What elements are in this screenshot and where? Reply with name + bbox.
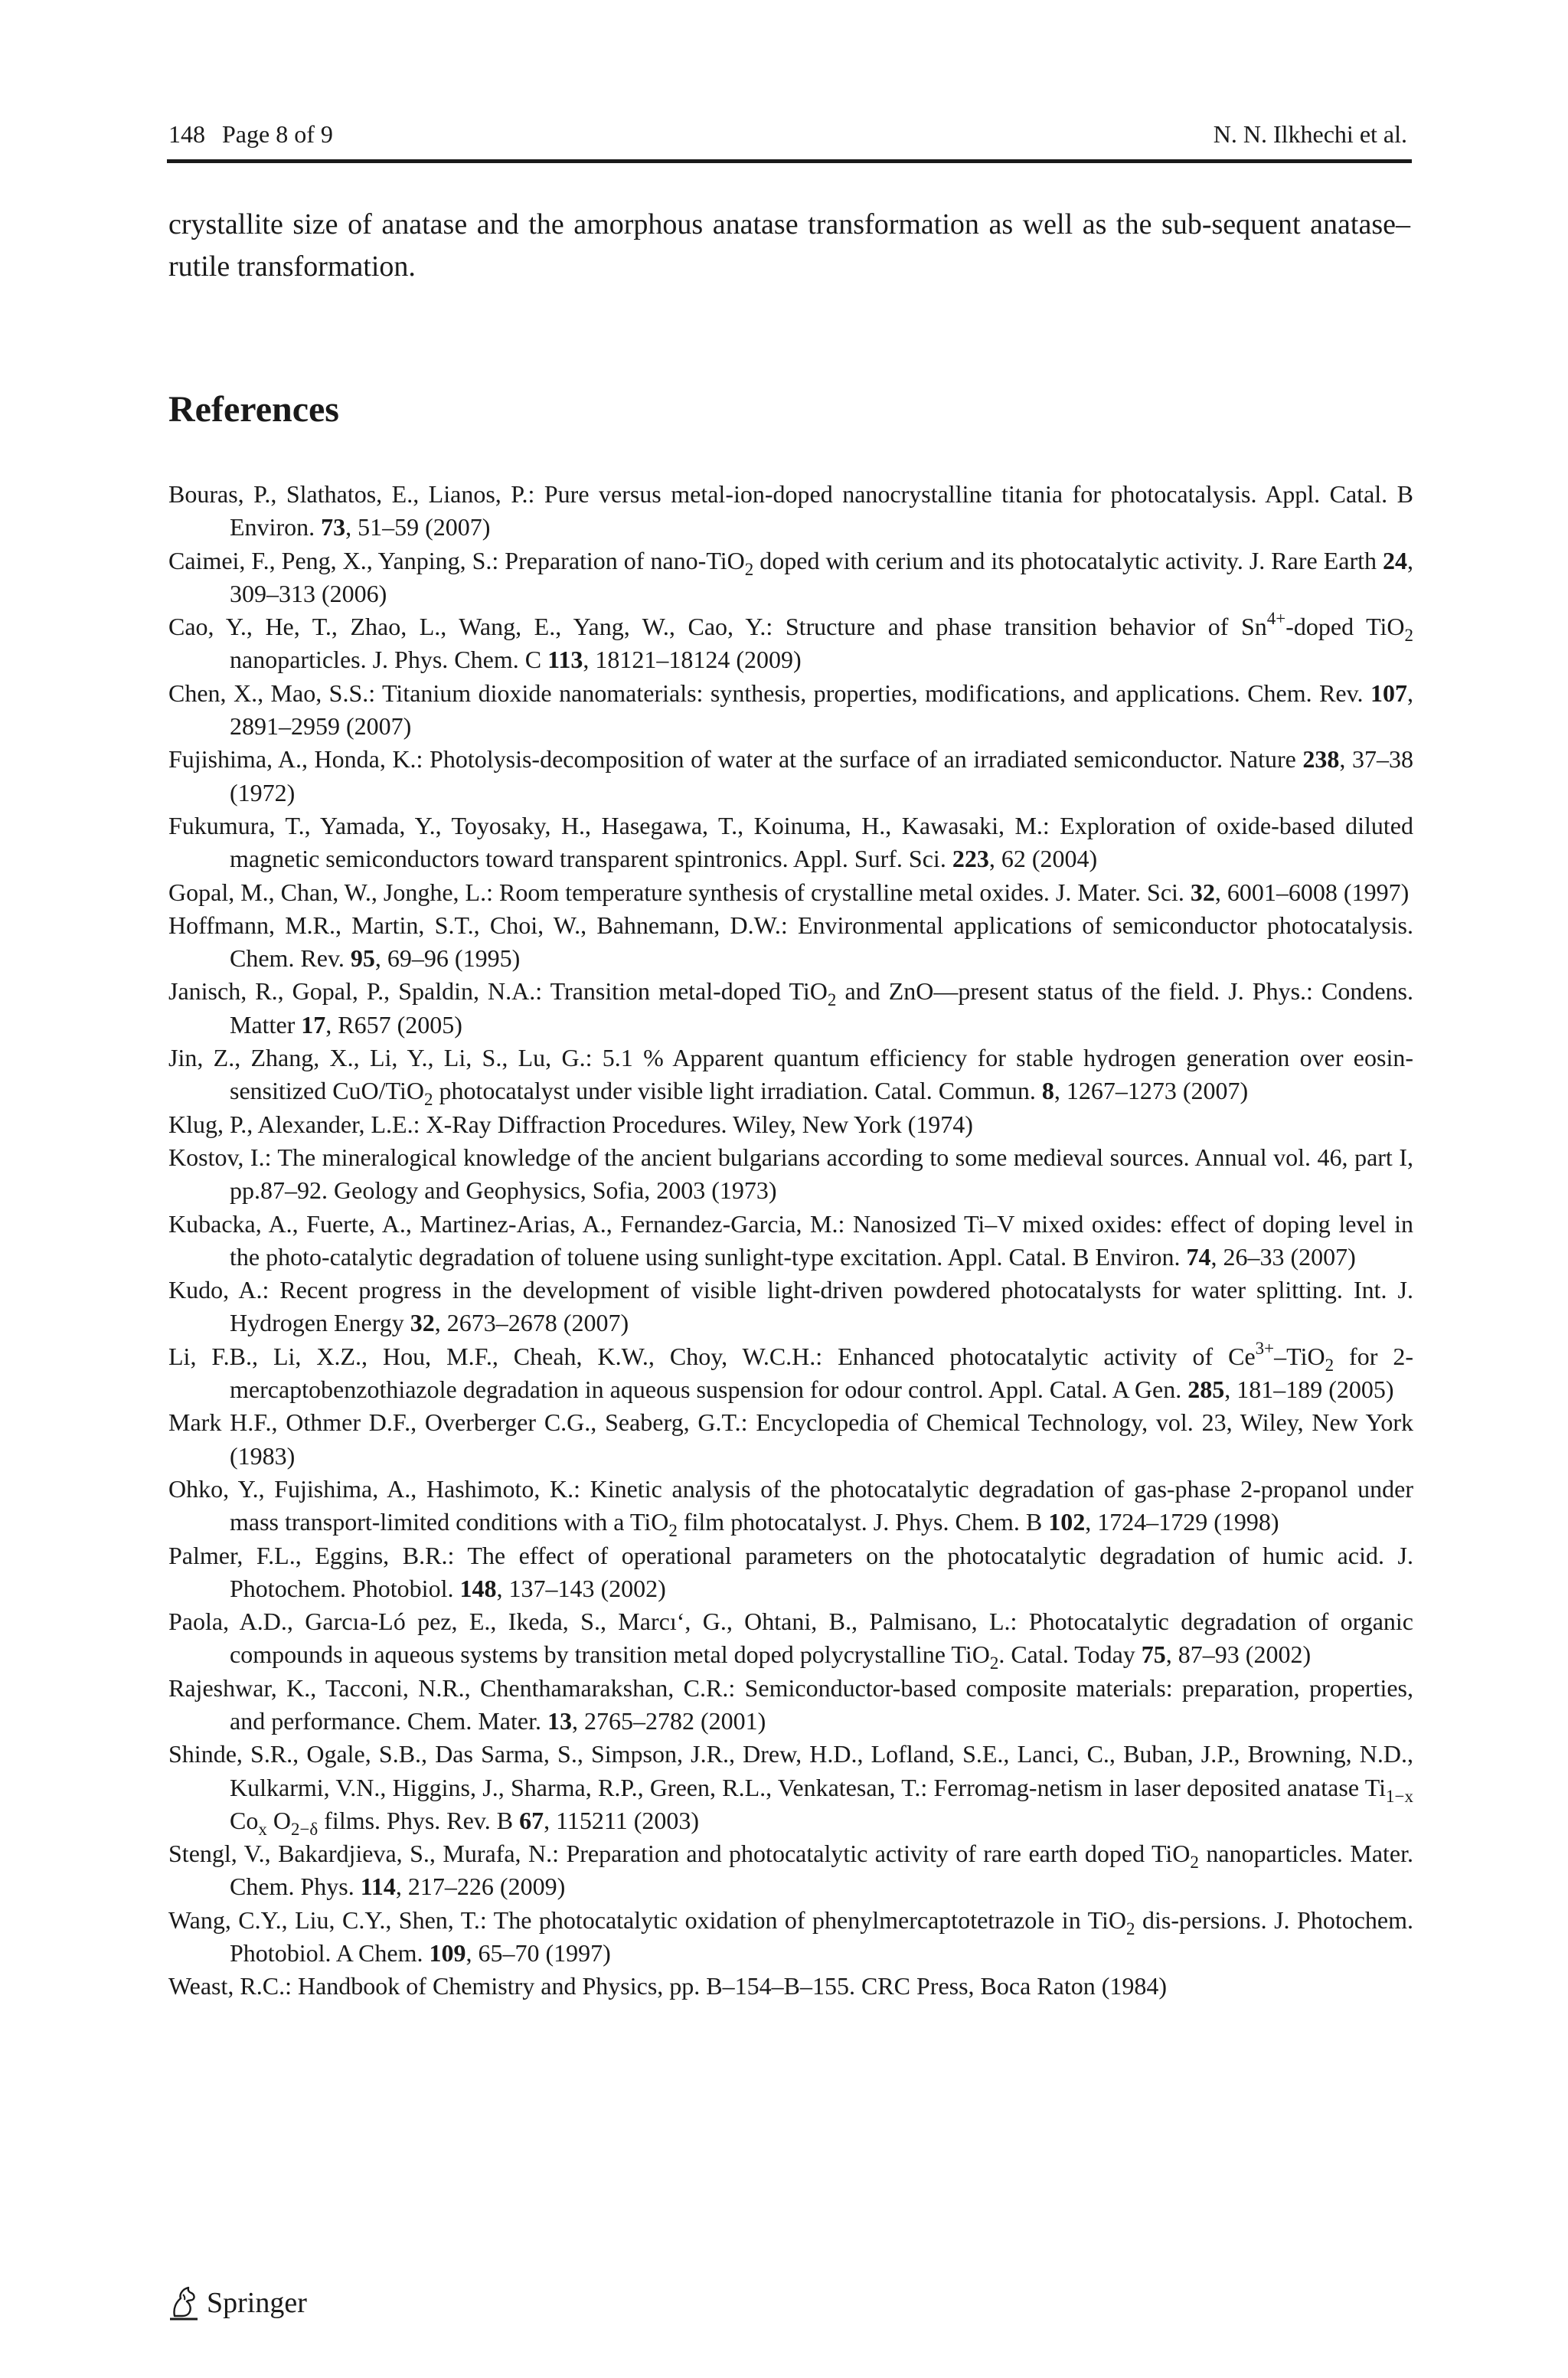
reference-item: [168, 1904, 1413, 1971]
reference-text: , 65–70 (1997): [466, 1939, 611, 1967]
reference-text: , 2891–2959 (2007): [230, 679, 1413, 741]
reference-text: dis-persions. J. Photochem. Photobiol. A Chem.: [230, 1905, 1414, 1967]
reference-text: Chen, X., Mao, S.S.: Titanium dioxide nanomaterials: synthesis, properties, modifications, and applications. Chem. Rev.: [168, 679, 1370, 707]
reference-volume: 223: [952, 845, 989, 873]
reference-text: Kubacka, A., Fuerte, A., Martinez-Arias, A., Fernandez-Garcia, M.: Nanosized Ti–V mixed oxides: effect of doping level in the photo-catalytic degradation of toluene using sunlight-type excitation. Appl. Catal. B Environ.: [168, 1209, 1413, 1271]
reference-text: films. Phys. Rev. B: [318, 1806, 520, 1834]
reference-text: Cao, Y., He, T., Zhao, L., Wang, E., Yang, W., Cao, Y.: Structure and phase transition behavior of Sn: [168, 613, 1267, 641]
subscript: 2: [1325, 1355, 1334, 1375]
reference-text: Bouras, P., Slathatos, E., Lianos, P.: Pure versus metal-ion-doped nanocrystalline titania for photocatalysis. Appl. Catal. B Environ.: [168, 480, 1413, 541]
reference-text: , 37–38 (1972): [230, 745, 1414, 806]
superscript: 3+: [1255, 1338, 1275, 1358]
reference-item: [168, 743, 1413, 810]
reference-text: –TiO: [1274, 1342, 1325, 1370]
reference-text: , 18121–18124 (2009): [583, 646, 802, 674]
reference-text: Hoffmann, M.R., Martin, S.T., Choi, W., Bahnemann, D.W.: Environmental applications of semiconductor photocatalysis. Chem. Rev.: [168, 911, 1413, 973]
reference-item: [168, 1672, 1413, 1739]
reference-text: photocatalyst under visible light irradiation. Catal. Commun.: [433, 1077, 1042, 1105]
reference-item: [168, 1108, 1413, 1141]
reference-item: [168, 545, 1413, 611]
subscript: 2−δ: [290, 1819, 318, 1839]
reference-text: for 2-mercaptobenzothiazole degradation in aqueous suspension for odour control. Appl. Catal. A Gen.: [230, 1342, 1414, 1404]
reference-text: , 309–313 (2006): [230, 546, 1414, 607]
reference-text: Mark H.F., Othmer D.F., Overberger C.G., Seaberg, G.T.: Encyclopedia of Chemical Technology, vol. 23, Wiley, New York (1983): [168, 1408, 1413, 1470]
reference-item: [168, 1970, 1413, 2003]
reference-text: Gopal, M., Chan, W., Jonghe, L.: Room temperature synthesis of crystalline metal oxides. J. Mater. Sci.: [168, 878, 1191, 906]
subscript: x: [258, 1819, 267, 1839]
reference-item: [168, 1274, 1413, 1340]
reference-volume: 67: [519, 1806, 544, 1834]
reference-text: Paola, A.D., Garcıa-Ló pez, E., Ikeda, S., Marcı‘, G., Ohtani, B., Palmisano, L.: Photocatalytic degradation of organic compounds in aqueous systems by transition metal doped polycrystalline TiO: [168, 1608, 1413, 1669]
reference-volume: 148: [459, 1574, 497, 1602]
reference-volume: 238: [1302, 745, 1340, 774]
reference-text: , 137–143 (2002): [496, 1574, 666, 1602]
section-heading: References: [168, 389, 339, 430]
springer-horse-icon: [168, 2285, 199, 2321]
subscript: 2: [1126, 1918, 1135, 1938]
reference-item: [168, 1208, 1413, 1274]
reference-text: Co: [230, 1806, 259, 1834]
reference-item: [168, 478, 1413, 545]
subscript: 2: [1404, 626, 1414, 646]
reference-text: , 51–59 (2007): [345, 513, 491, 541]
reference-volume: 95: [350, 944, 375, 973]
reference-text: , 26–33 (2007): [1210, 1242, 1356, 1271]
reference-volume: 102: [1048, 1508, 1086, 1536]
subscript: 2: [668, 1521, 678, 1541]
reference-item: [168, 975, 1413, 1042]
reference-volume: 17: [301, 1010, 326, 1039]
reference-item: [168, 1340, 1413, 1407]
reference-text: and ZnO—present status of the field. J. Phys.: Condens. Matter: [230, 977, 1414, 1039]
reference-text: film photocatalyst. J. Phys. Chem. B: [677, 1508, 1049, 1536]
reference-volume: 32: [1190, 878, 1215, 906]
reference-volume: 24: [1383, 546, 1408, 574]
reference-text: Kostov, I.: The mineralogical knowledge of the ancient bulgarians according to some medieval sources. Annual vol. 46, part I, pp.87–92. Geology and Geophysics, Sofia, 2003 (1973): [168, 1143, 1413, 1205]
reference-item: [168, 876, 1413, 909]
subscript: 2: [744, 559, 754, 579]
reference-text: Ohko, Y., Fujishima, A., Hashimoto, K.: Kinetic analysis of the photocatalytic degradation of gas-phase 2-propanol under mass transport-limited conditions with a TiO: [168, 1474, 1413, 1536]
reference-volume: 13: [547, 1706, 572, 1735]
springer-brand: Springer: [207, 2287, 307, 2319]
reference-text: nanoparticles. Mater. Chem. Phys.: [230, 1840, 1414, 1901]
reference-text: nanoparticles. J. Phys. Chem. C: [230, 646, 548, 674]
reference-volume: 8: [1041, 1077, 1054, 1105]
page-number: 148: [168, 120, 205, 148]
reference-text: Klug, P., Alexander, L.E.: X-Ray Diffraction Procedures. Wiley, New York (1974): [168, 1110, 973, 1138]
reference-text: doped with cerium and its photocatalytic activity. J. Rare Earth: [753, 546, 1383, 574]
reference-volume: 107: [1370, 679, 1407, 707]
reference-text: , 1267–1273 (2007): [1054, 1077, 1249, 1105]
reference-text: , 2765–2782 (2001): [571, 1706, 766, 1735]
reference-item: [168, 1406, 1413, 1473]
reference-item: [168, 677, 1413, 744]
reference-text: , 62 (2004): [988, 845, 1098, 873]
reference-text: -doped TiO: [1285, 613, 1405, 641]
reference-volume: 75: [1141, 1640, 1166, 1669]
reference-item: [168, 1738, 1413, 1837]
reference-item: [168, 1539, 1413, 1606]
superscript: 4+: [1266, 609, 1286, 629]
reference-text: , 87–93 (2002): [1165, 1640, 1312, 1669]
reference-list: [168, 478, 1413, 2003]
reference-text: , 217–226 (2009): [395, 1873, 566, 1901]
reference-item: [168, 1042, 1413, 1108]
reference-item: [168, 1473, 1413, 1539]
reference-text: , 69–96 (1995): [374, 944, 521, 973]
reference-item: [168, 1837, 1413, 1904]
reference-item: [168, 1141, 1413, 1208]
reference-text: Jin, Z., Zhang, X., Li, Y., Li, S., Lu, G.: 5.1 % Apparent quantum efficiency for stable hydrogen generation over eosin-sensitized CuO/TiO: [168, 1044, 1413, 1105]
header-left: [168, 115, 333, 153]
reference-item: [168, 810, 1413, 876]
footer: [168, 2284, 307, 2322]
reference-volume: 32: [410, 1309, 435, 1337]
reference-text: Wang, C.Y., Liu, C.Y., Shen, T.: The photocatalytic oxidation of phenylmercaptotetrazole in TiO: [168, 1905, 1127, 1934]
reference-text: Weast, R.C.: Handbook of Chemistry and Physics, pp. B–154–B–155. CRC Press, Boca Raton (1984): [168, 1972, 1168, 2000]
reference-text: Palmer, F.L., Eggins, B.R.: The effect of operational parameters on the photocatalytic degradation of humic acid. J. Photochem. Photobiol.: [168, 1541, 1413, 1602]
reference-item: [168, 610, 1413, 677]
reference-volume: 109: [429, 1939, 466, 1967]
reference-volume: 114: [360, 1873, 396, 1901]
page-info: Page 8 of 9: [222, 120, 333, 148]
subscript: 2: [989, 1653, 999, 1673]
reference-text: Kudo, A.: Recent progress in the development of visible light-driven powdered photocatalysts for water splitting. Int. J. Hydrogen Energy: [168, 1276, 1413, 1337]
reference-text: , 1724–1729 (1998): [1085, 1508, 1279, 1536]
reference-volume: 74: [1186, 1242, 1211, 1271]
subscript: 2: [827, 990, 837, 1010]
reference-text: , 115211 (2003): [544, 1806, 700, 1834]
reference-text: Fujishima, A., Honda, K.: Photolysis-decomposition of water at the surface of an irradiated semiconductor. Nature: [168, 745, 1303, 774]
running-header: [167, 115, 1412, 153]
subscript: 2: [423, 1090, 433, 1110]
reference-text: , 181–189 (2005): [1224, 1375, 1394, 1404]
reference-text: . Catal. Today: [998, 1640, 1142, 1669]
reference-text: Li, F.B., Li, X.Z., Hou, M.F., Cheah, K.W., Choy, W.C.H.: Enhanced photocatalytic activity of Ce: [168, 1342, 1256, 1370]
reference-text: Caimei, F., Peng, X., Yanping, S.: Preparation of nano-TiO: [168, 546, 745, 574]
header-authors: N. N. Ilkhechi et al.: [1213, 120, 1407, 148]
reference-text: , 6001–6008 (1997): [1214, 878, 1410, 906]
reference-item: [168, 1605, 1413, 1672]
reference-text: Shinde, S.R., Ogale, S.B., Das Sarma, S., Simpson, J.R., Drew, H.D., Lofland, S.E., Lanci, C., Buban, J.P., Browning, N.D., Kulkarmi, V.N., Higgins, J., Sharma, R.P., Green, R.L., Venkatesan, T.: Ferromag-netism in laser deposited anatase Ti: [168, 1740, 1413, 1801]
reference-volume: 285: [1187, 1375, 1225, 1404]
reference-text: Rajeshwar, K., Tacconi, N.R., Chenthamarakshan, C.R.: Semiconductor-based composite materials: preparation, properties, and performance. Chem. Mater.: [168, 1673, 1413, 1735]
intro-paragraph: crystallite size of anatase and the amorphous anatase transformation as well as the sub-sequent anatase–rutile transformation.: [168, 208, 1410, 283]
reference-item: [168, 909, 1413, 976]
reference-volume: 73: [321, 513, 346, 541]
reference-text: Fukumura, T., Yamada, Y., Toyosaky, H., Hasegawa, T., Koinuma, H., Kawasaki, M.: Exploration of oxide-based diluted magnetic semiconductors toward transparent spintronics. Appl. Surf. Sci.: [168, 811, 1413, 873]
reference-text: , 2673–2678 (2007): [434, 1309, 629, 1337]
reference-text: Janisch, R., Gopal, P., Spaldin, N.A.: Transition metal-doped TiO: [168, 977, 828, 1006]
header-rule: [167, 159, 1412, 163]
reference-text: , R657 (2005): [325, 1010, 462, 1039]
reference-volume: 113: [547, 646, 583, 674]
subscript: 2: [1190, 1853, 1199, 1873]
reference-text: Stengl, V., Bakardjieva, S., Murafa, N.: Preparation and photocatalytic activity of rare earth doped TiO: [168, 1840, 1191, 1868]
subscript: 1−x: [1386, 1786, 1413, 1806]
reference-text: O: [266, 1806, 291, 1834]
